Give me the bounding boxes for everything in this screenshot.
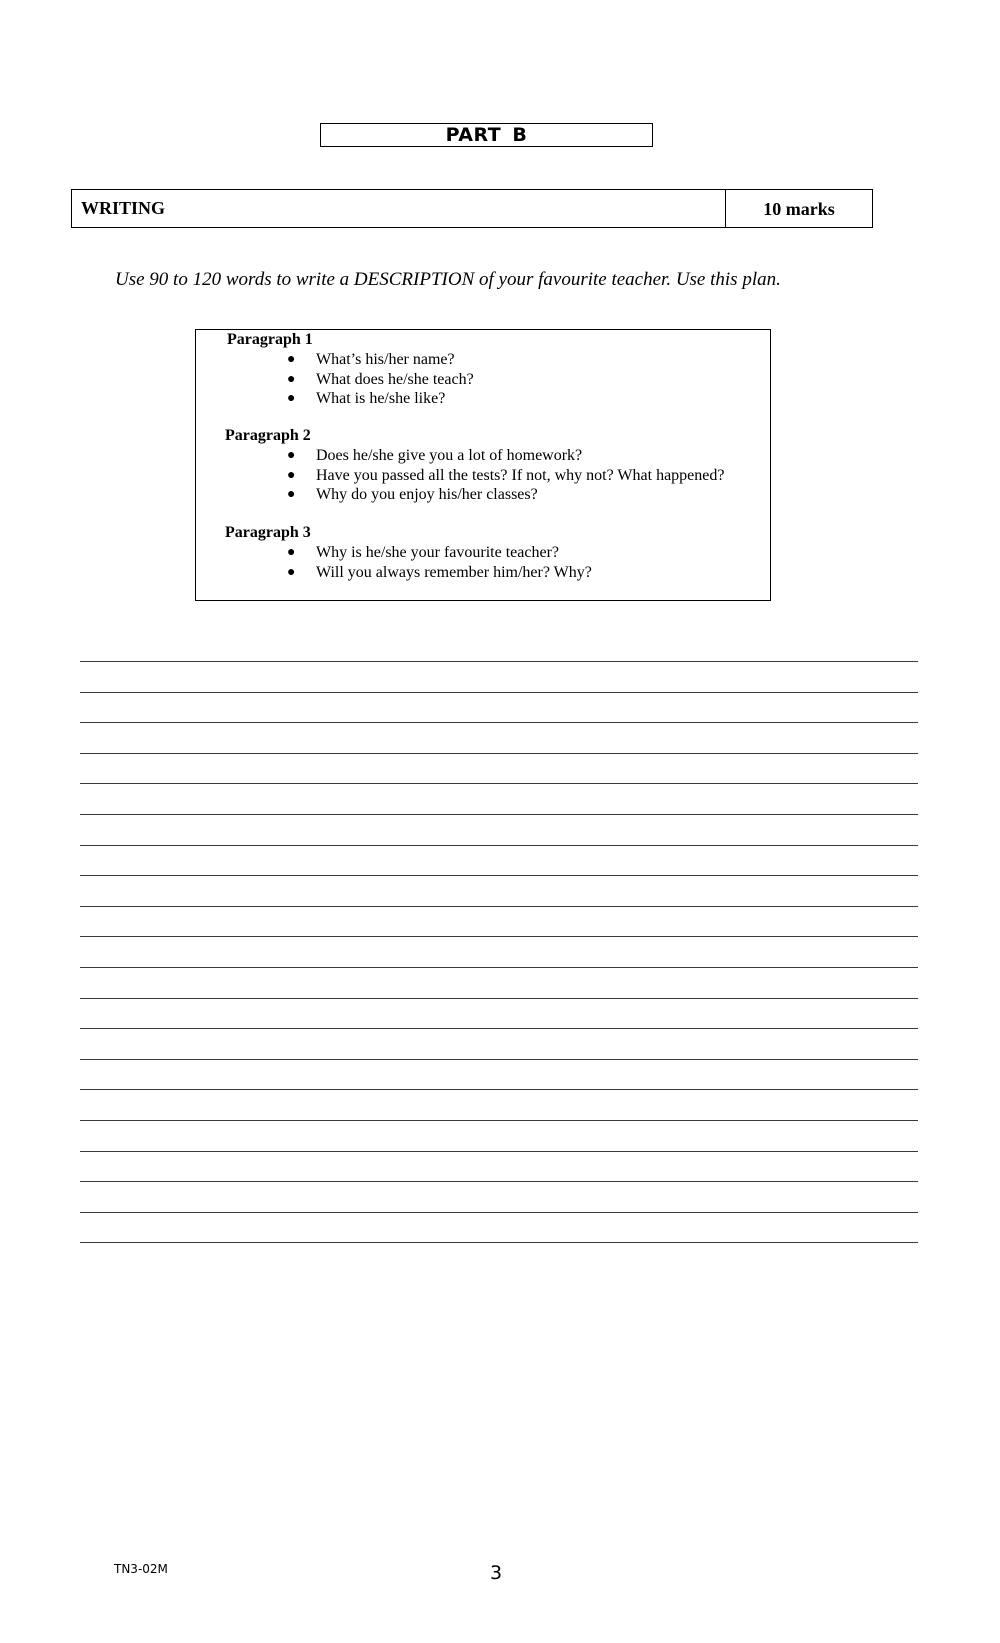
answer-line[interactable]: [80, 783, 918, 814]
bullet-icon: ●: [287, 467, 296, 483]
paragraph-1-heading: Paragraph 1: [227, 331, 313, 348]
part-title: PART B: [320, 123, 653, 147]
answer-line[interactable]: [80, 753, 918, 784]
answer-line[interactable]: [80, 936, 918, 967]
plan-bullet-item: [287, 350, 455, 370]
answer-line[interactable]: [80, 845, 918, 876]
answer-line[interactable]: [80, 1242, 918, 1273]
answer-line[interactable]: [80, 1181, 918, 1212]
answer-line[interactable]: [80, 1059, 918, 1090]
bullet-icon: ●: [287, 487, 296, 502]
page-number: 3: [490, 1562, 503, 1584]
bullet-icon: ●: [287, 448, 296, 463]
answer-line[interactable]: [80, 692, 918, 723]
paragraph-2-heading: Paragraph 2: [225, 427, 311, 444]
answer-line[interactable]: [80, 1151, 918, 1182]
section-marks: 10 marks: [763, 199, 835, 219]
answer-line[interactable]: [80, 1120, 918, 1151]
document-code: TN3-02M: [114, 1562, 168, 1576]
section-header: [71, 189, 873, 228]
plan-bullet-text: Will you always remember him/her? Why?: [316, 563, 592, 581]
plan-bullet-text: Why is he/she your favourite teacher?: [316, 544, 560, 561]
answer-line[interactable]: [80, 875, 918, 906]
plan-bullet-text: What does he/she teach?: [316, 370, 474, 388]
paragraph-3-heading: Paragraph 3: [225, 524, 311, 541]
plan-bullet-item: [287, 446, 583, 466]
plan-bullet-item: [287, 543, 560, 563]
plan-bullet-item: [287, 485, 538, 505]
answer-line[interactable]: [80, 906, 918, 937]
bullet-icon: ●: [287, 545, 296, 560]
plan-bullet-item: [287, 370, 474, 390]
plan-bullet-text: What’s his/her name?: [316, 351, 455, 368]
bullet-icon: ●: [287, 564, 296, 580]
answer-line[interactable]: [80, 1028, 918, 1059]
bullet-icon: ●: [287, 371, 296, 387]
writing-plan-box: [195, 329, 771, 601]
answer-line[interactable]: [80, 722, 918, 753]
answer-line[interactable]: [80, 998, 918, 1029]
answer-line[interactable]: [80, 967, 918, 998]
plan-bullet-text: Does he/she give you a lot of homework?: [316, 447, 583, 464]
bullet-icon: ●: [287, 352, 296, 367]
answer-line[interactable]: [80, 814, 918, 845]
answer-writing-area[interactable]: [80, 661, 918, 1273]
plan-bullet-text: Have you passed all the tests? If not, why not? What happened?: [316, 466, 725, 484]
task-instruction: Use 90 to 120 words to write a DESCRIPTION of your favourite teacher. Use this plan.: [115, 269, 781, 290]
plan-bullet-item: [287, 563, 592, 583]
answer-line[interactable]: [80, 661, 918, 692]
plan-bullet-text: What is he/she like?: [316, 390, 446, 407]
plan-bullet-item: [287, 466, 725, 486]
section-name: WRITING: [72, 190, 726, 227]
plan-bullet-text: Why do you enjoy his/her classes?: [316, 486, 538, 503]
plan-bullet-item: [287, 389, 446, 409]
answer-line[interactable]: [80, 1212, 918, 1243]
answer-line[interactable]: [80, 1089, 918, 1120]
bullet-icon: ●: [287, 391, 296, 406]
